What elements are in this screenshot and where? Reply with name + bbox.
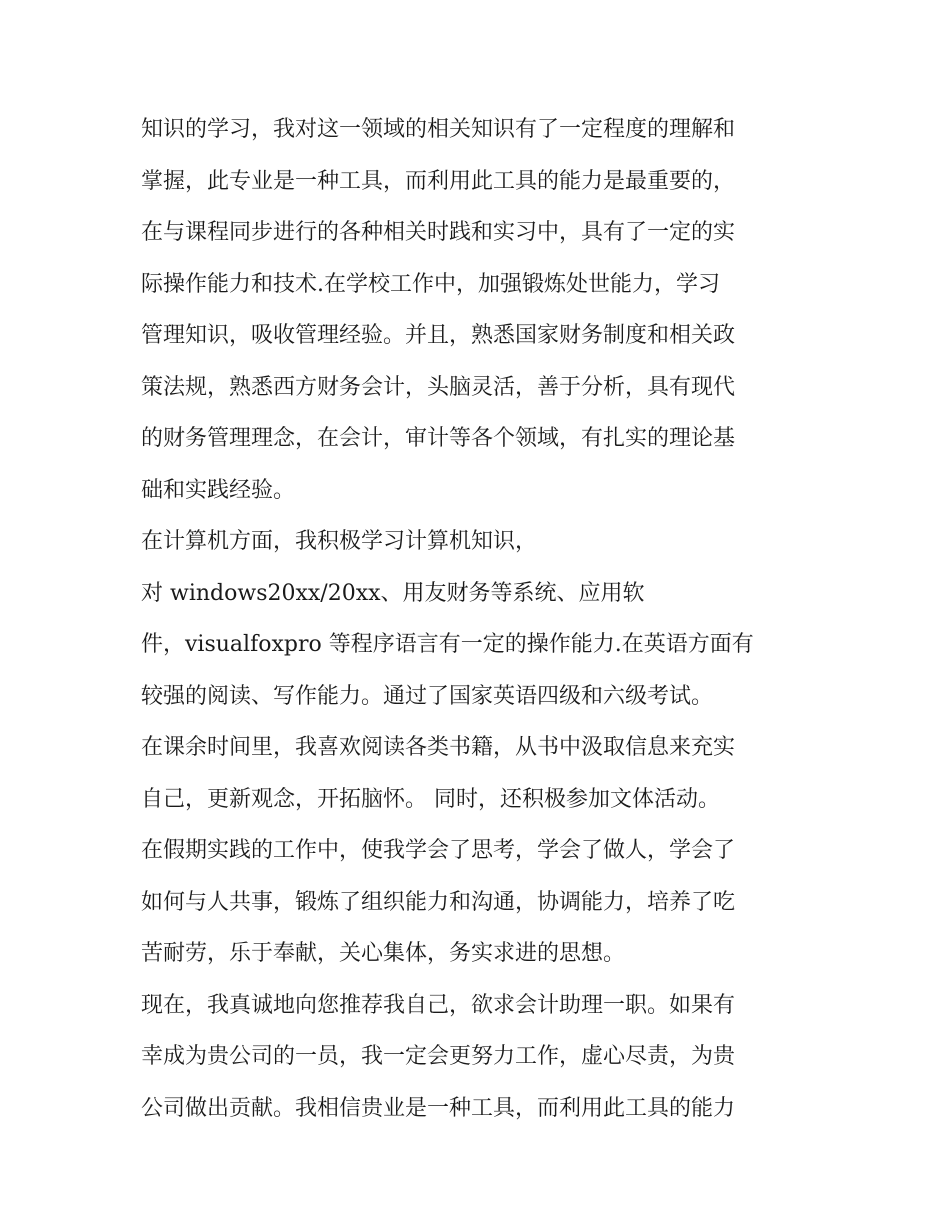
text-line-14: 自己，更新观念，开拓脑怀。 同时，还积极参加文体活动。: [141, 786, 720, 812]
text-line-8: 础和实践经验。: [141, 477, 296, 503]
text-line-6: 策法规，熟悉西方财务会计，头脑灵活，善于分析，具有现代: [141, 374, 736, 400]
text-line-12: 较强的阅读、写作能力。通过了国家英语四级和六级考试。: [141, 683, 714, 709]
text-line-13: 在课余时间里，我喜欢阅读各类书籍，从书中汲取信息来充实: [141, 735, 736, 760]
text-line-19: 幸成为贵公司的一员，我一定会更努力工作，虚心尽责，为贵: [141, 1044, 736, 1069]
text-line-7: 的财务管理理念，在会计，审计等各个领域，有扎实的理论基: [141, 426, 736, 451]
text-line-11: 件，visualfoxpro 等程序语言有一定的操作能力.在英语方面有: [141, 632, 754, 657]
text-line-15: 在假期实践的工作中，使我学会了思考，学会了做人，学会了: [141, 838, 736, 863]
text-line-2: 掌握，此专业是一种工具，而利用此工具的能力是最重要的，: [141, 168, 736, 194]
body-text: [141, 104, 831, 1134]
text-line-17: 苦耐劳，乐于奉献，关心集体，务实求进的思想。: [141, 941, 626, 966]
text-line-3: 在与课程同步进行的各种相关时践和实习中，具有了一定的实: [141, 220, 736, 245]
text-line-9: 在计算机方面，我积极学习计算机知识，: [141, 529, 538, 554]
text-line-18: 现在，我真诚地向您推荐我自己，欲求会计助理一职。如果有: [141, 992, 736, 1018]
text-line-4: 际操作能力和技术.在学校工作中，加强锻炼处世能力，学习: [141, 271, 720, 297]
text-line-1: 知识的学习，我对这一领域的相关知识有了一定程度的理解和: [141, 117, 736, 142]
text-line-5: 管理知识，吸收管理经验。并且，熟悉国家财务制度和相关政: [141, 323, 736, 348]
text-line-10: 对 windows20xx/20xx、用友财务等系统、应用软: [141, 580, 645, 606]
text-line-16: 如何与人共事，锻炼了组织能力和沟通，协调能力，培养了吃: [141, 889, 736, 915]
text-line-20: 公司做出贡献。我相信贵业是一种工具，而利用此工具的能力: [141, 1095, 736, 1121]
